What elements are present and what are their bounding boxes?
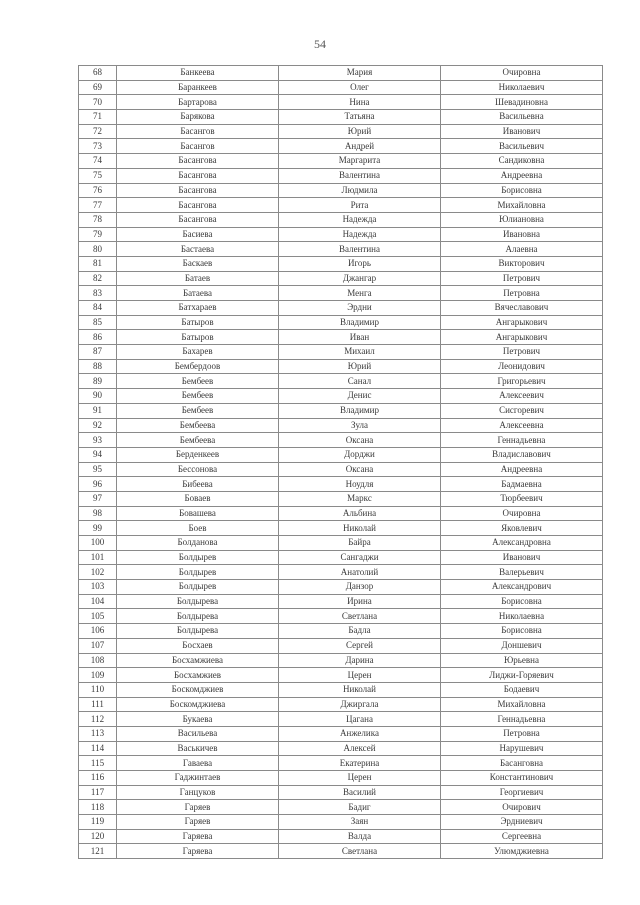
- first-name-cell: Людмила: [279, 183, 441, 198]
- roster-body: [79, 66, 603, 859]
- row-number-cell: 99: [79, 521, 117, 536]
- table-row: [79, 256, 603, 271]
- row-number-cell: 117: [79, 785, 117, 800]
- patronymic-cell: Владиславович: [441, 447, 603, 462]
- patronymic-cell: Улюмджиевна: [441, 844, 603, 859]
- patronymic-cell: Валерьевич: [441, 565, 603, 580]
- patronymic-cell: Алаевна: [441, 242, 603, 257]
- last-name-cell: Батыров: [117, 315, 279, 330]
- row-number-cell: 84: [79, 301, 117, 316]
- patronymic-cell: Лиджи-Горяевич: [441, 668, 603, 683]
- table-row: [79, 491, 603, 506]
- row-number-cell: 91: [79, 403, 117, 418]
- table-row: [79, 286, 603, 301]
- table-row: [79, 594, 603, 609]
- first-name-cell: Светлана: [279, 609, 441, 624]
- first-name-cell: Менга: [279, 286, 441, 301]
- last-name-cell: Бастаева: [117, 242, 279, 257]
- last-name-cell: Басангова: [117, 212, 279, 227]
- table-row: [79, 638, 603, 653]
- patronymic-cell: Шевадиновна: [441, 95, 603, 110]
- row-number-cell: 97: [79, 491, 117, 506]
- patronymic-cell: Борисовна: [441, 624, 603, 639]
- first-name-cell: Екатерина: [279, 756, 441, 771]
- patronymic-cell: Александрович: [441, 580, 603, 595]
- table-row: [79, 565, 603, 580]
- table-row: [79, 682, 603, 697]
- row-number-cell: 87: [79, 345, 117, 360]
- row-number-cell: 75: [79, 168, 117, 183]
- last-name-cell: Батыров: [117, 330, 279, 345]
- row-number-cell: 74: [79, 154, 117, 169]
- last-name-cell: Барякова: [117, 110, 279, 125]
- table-row: [79, 139, 603, 154]
- first-name-cell: Эрдни: [279, 301, 441, 316]
- row-number-cell: 105: [79, 609, 117, 624]
- last-name-cell: Басангова: [117, 168, 279, 183]
- row-number-cell: 73: [79, 139, 117, 154]
- first-name-cell: Николай: [279, 682, 441, 697]
- page-number: 54: [314, 37, 326, 51]
- row-number-cell: 119: [79, 815, 117, 830]
- last-name-cell: Гаряева: [117, 829, 279, 844]
- patronymic-cell: Борисовна: [441, 594, 603, 609]
- patronymic-cell: Сисгоревич: [441, 403, 603, 418]
- patronymic-cell: Викторович: [441, 256, 603, 271]
- table-row: [79, 771, 603, 786]
- first-name-cell: Анжелика: [279, 726, 441, 741]
- table-row: [79, 124, 603, 139]
- table-row: [79, 668, 603, 683]
- last-name-cell: Банкеева: [117, 66, 279, 81]
- first-name-cell: Байра: [279, 536, 441, 551]
- last-name-cell: Бембеева: [117, 433, 279, 448]
- last-name-cell: Бессонова: [117, 462, 279, 477]
- table-row: [79, 550, 603, 565]
- patronymic-cell: Очировна: [441, 506, 603, 521]
- table-row: [79, 359, 603, 374]
- table-row: [79, 521, 603, 536]
- row-number-cell: 69: [79, 80, 117, 95]
- first-name-cell: Анатолий: [279, 565, 441, 580]
- table-row: [79, 609, 603, 624]
- row-number-cell: 106: [79, 624, 117, 639]
- patronymic-cell: Ангарыкович: [441, 330, 603, 345]
- patronymic-cell: Сандиковна: [441, 154, 603, 169]
- row-number-cell: 77: [79, 198, 117, 213]
- patronymic-cell: Михайловна: [441, 697, 603, 712]
- patronymic-cell: Геннадьевна: [441, 433, 603, 448]
- row-number-cell: 94: [79, 447, 117, 462]
- first-name-cell: Денис: [279, 389, 441, 404]
- last-name-cell: Баранкеев: [117, 80, 279, 95]
- last-name-cell: Болдырева: [117, 594, 279, 609]
- patronymic-cell: Васильевич: [441, 139, 603, 154]
- patronymic-cell: Васильевна: [441, 110, 603, 125]
- table-row: [79, 785, 603, 800]
- first-name-cell: Татьяна: [279, 110, 441, 125]
- row-number-cell: 82: [79, 271, 117, 286]
- row-number-cell: 85: [79, 315, 117, 330]
- first-name-cell: Церен: [279, 771, 441, 786]
- row-number-cell: 76: [79, 183, 117, 198]
- patronymic-cell: Петрович: [441, 271, 603, 286]
- table-row: [79, 580, 603, 595]
- patronymic-cell: Очирович: [441, 800, 603, 815]
- last-name-cell: Боев: [117, 521, 279, 536]
- row-number-cell: 95: [79, 462, 117, 477]
- table-row: [79, 315, 603, 330]
- last-name-cell: Басангов: [117, 139, 279, 154]
- patronymic-cell: Петровна: [441, 726, 603, 741]
- first-name-cell: Рита: [279, 198, 441, 213]
- last-name-cell: Гаряева: [117, 844, 279, 859]
- row-number-cell: 98: [79, 506, 117, 521]
- row-number-cell: 102: [79, 565, 117, 580]
- table-row: [79, 815, 603, 830]
- last-name-cell: Басангов: [117, 124, 279, 139]
- table-row: [79, 477, 603, 492]
- table-row: [79, 741, 603, 756]
- first-name-cell: Ирина: [279, 594, 441, 609]
- last-name-cell: Бембеев: [117, 403, 279, 418]
- table-row: [79, 168, 603, 183]
- row-number-cell: 107: [79, 638, 117, 653]
- table-row: [79, 800, 603, 815]
- row-number-cell: 80: [79, 242, 117, 257]
- row-number-cell: 116: [79, 771, 117, 786]
- last-name-cell: Батхараев: [117, 301, 279, 316]
- first-name-cell: Игорь: [279, 256, 441, 271]
- row-number-cell: 120: [79, 829, 117, 844]
- table-row: [79, 433, 603, 448]
- table-row: [79, 844, 603, 859]
- patronymic-cell: Бодаевич: [441, 682, 603, 697]
- first-name-cell: Мария: [279, 66, 441, 81]
- table-row: [79, 829, 603, 844]
- last-name-cell: Баскаев: [117, 256, 279, 271]
- first-name-cell: Оксана: [279, 462, 441, 477]
- first-name-cell: Светлана: [279, 844, 441, 859]
- last-name-cell: Бембердоов: [117, 359, 279, 374]
- table-row: [79, 95, 603, 110]
- row-number-cell: 90: [79, 389, 117, 404]
- row-number-cell: 72: [79, 124, 117, 139]
- row-number-cell: 101: [79, 550, 117, 565]
- first-name-cell: Оксана: [279, 433, 441, 448]
- last-name-cell: Болдырев: [117, 565, 279, 580]
- table-row: [79, 536, 603, 551]
- row-number-cell: 108: [79, 653, 117, 668]
- table-row: [79, 183, 603, 198]
- first-name-cell: Бадиг: [279, 800, 441, 815]
- row-number-cell: 93: [79, 433, 117, 448]
- first-name-cell: Иван: [279, 330, 441, 345]
- patronymic-cell: Николаевич: [441, 80, 603, 95]
- patronymic-cell: Иванович: [441, 124, 603, 139]
- last-name-cell: Болдырев: [117, 580, 279, 595]
- first-name-cell: Валентина: [279, 242, 441, 257]
- first-name-cell: Сангаджи: [279, 550, 441, 565]
- patronymic-cell: Николаевна: [441, 609, 603, 624]
- table-row: [79, 198, 603, 213]
- patronymic-cell: Бадмаевна: [441, 477, 603, 492]
- first-name-cell: Алексей: [279, 741, 441, 756]
- table-row: [79, 154, 603, 169]
- row-number-cell: 68: [79, 66, 117, 81]
- patronymic-cell: Андреевна: [441, 168, 603, 183]
- table-row: [79, 506, 603, 521]
- first-name-cell: Юрий: [279, 124, 441, 139]
- table-row: [79, 697, 603, 712]
- last-name-cell: Басангова: [117, 154, 279, 169]
- table-row: [79, 301, 603, 316]
- row-number-cell: 100: [79, 536, 117, 551]
- patronymic-cell: Георгиевич: [441, 785, 603, 800]
- row-number-cell: 104: [79, 594, 117, 609]
- table-row: [79, 418, 603, 433]
- row-number-cell: 92: [79, 418, 117, 433]
- row-number-cell: 113: [79, 726, 117, 741]
- table-row: [79, 271, 603, 286]
- row-number-cell: 110: [79, 682, 117, 697]
- table-row: [79, 389, 603, 404]
- last-name-cell: Гаряев: [117, 815, 279, 830]
- first-name-cell: Михаил: [279, 345, 441, 360]
- first-name-cell: Зула: [279, 418, 441, 433]
- first-name-cell: Маргарита: [279, 154, 441, 169]
- first-name-cell: Данзор: [279, 580, 441, 595]
- first-name-cell: Ноудля: [279, 477, 441, 492]
- patronymic-cell: Михайловна: [441, 198, 603, 213]
- last-name-cell: Гаваева: [117, 756, 279, 771]
- last-name-cell: Бартарова: [117, 95, 279, 110]
- last-name-cell: Басангова: [117, 198, 279, 213]
- last-name-cell: Гаджинтаев: [117, 771, 279, 786]
- patronymic-cell: Ангарыкович: [441, 315, 603, 330]
- first-name-cell: Владимир: [279, 315, 441, 330]
- first-name-cell: Джиргала: [279, 697, 441, 712]
- row-number-cell: 103: [79, 580, 117, 595]
- row-number-cell: 83: [79, 286, 117, 301]
- first-name-cell: Валда: [279, 829, 441, 844]
- table-row: [79, 345, 603, 360]
- first-name-cell: Альбина: [279, 506, 441, 521]
- first-name-cell: Надежда: [279, 212, 441, 227]
- patronymic-cell: Очировна: [441, 66, 603, 81]
- patronymic-cell: Петрович: [441, 345, 603, 360]
- table-row: [79, 330, 603, 345]
- table-row: [79, 212, 603, 227]
- first-name-cell: Валентина: [279, 168, 441, 183]
- table-row: [79, 66, 603, 81]
- last-name-cell: Бембеев: [117, 374, 279, 389]
- patronymic-cell: Андреевна: [441, 462, 603, 477]
- patronymic-cell: Алексеевич: [441, 389, 603, 404]
- patronymic-cell: Геннадьевна: [441, 712, 603, 727]
- table-row: [79, 624, 603, 639]
- last-name-cell: Бибеева: [117, 477, 279, 492]
- last-name-cell: Бембеев: [117, 389, 279, 404]
- first-name-cell: Дарина: [279, 653, 441, 668]
- patronymic-cell: Леонидович: [441, 359, 603, 374]
- last-name-cell: Берденкеев: [117, 447, 279, 462]
- last-name-cell: Болдырева: [117, 624, 279, 639]
- first-name-cell: Нина: [279, 95, 441, 110]
- last-name-cell: Гаряев: [117, 800, 279, 815]
- patronymic-cell: Басанговна: [441, 756, 603, 771]
- row-number-cell: 112: [79, 712, 117, 727]
- patronymic-cell: Тюрбеевич: [441, 491, 603, 506]
- row-number-cell: 81: [79, 256, 117, 271]
- patronymic-cell: Вячеславович: [441, 301, 603, 316]
- row-number-cell: 86: [79, 330, 117, 345]
- last-name-cell: Васильева: [117, 726, 279, 741]
- row-number-cell: 70: [79, 95, 117, 110]
- first-name-cell: Андрей: [279, 139, 441, 154]
- last-name-cell: Бахарев: [117, 345, 279, 360]
- row-number-cell: 121: [79, 844, 117, 859]
- patronymic-cell: Яковлевич: [441, 521, 603, 536]
- last-name-cell: Боскомджиева: [117, 697, 279, 712]
- patronymic-cell: Григорьевич: [441, 374, 603, 389]
- row-number-cell: 118: [79, 800, 117, 815]
- patronymic-cell: Петровна: [441, 286, 603, 301]
- patronymic-cell: Александровна: [441, 536, 603, 551]
- first-name-cell: Юрий: [279, 359, 441, 374]
- last-name-cell: Букаева: [117, 712, 279, 727]
- patronymic-cell: Сергеевна: [441, 829, 603, 844]
- row-number-cell: 71: [79, 110, 117, 125]
- table-row: [79, 756, 603, 771]
- last-name-cell: Ганцуков: [117, 785, 279, 800]
- row-number-cell: 88: [79, 359, 117, 374]
- row-number-cell: 115: [79, 756, 117, 771]
- roster-table: [78, 65, 603, 859]
- last-name-cell: Босхамжиева: [117, 653, 279, 668]
- last-name-cell: Босхамжиев: [117, 668, 279, 683]
- row-number-cell: 109: [79, 668, 117, 683]
- first-name-cell: Бадла: [279, 624, 441, 639]
- patronymic-cell: Нарушевич: [441, 741, 603, 756]
- last-name-cell: Болдырев: [117, 550, 279, 565]
- first-name-cell: Санал: [279, 374, 441, 389]
- row-number-cell: 114: [79, 741, 117, 756]
- last-name-cell: Бембеева: [117, 418, 279, 433]
- patronymic-cell: Юрьевна: [441, 653, 603, 668]
- row-number-cell: 111: [79, 697, 117, 712]
- table-row: [79, 242, 603, 257]
- first-name-cell: Джангар: [279, 271, 441, 286]
- first-name-cell: Маркс: [279, 491, 441, 506]
- first-name-cell: Сергей: [279, 638, 441, 653]
- last-name-cell: Босхаев: [117, 638, 279, 653]
- table-row: [79, 653, 603, 668]
- patronymic-cell: Иванович: [441, 550, 603, 565]
- first-name-cell: Владимир: [279, 403, 441, 418]
- table-row: [79, 374, 603, 389]
- table-row: [79, 110, 603, 125]
- patronymic-cell: Алексеевна: [441, 418, 603, 433]
- table-row: [79, 447, 603, 462]
- first-name-cell: Надежда: [279, 227, 441, 242]
- first-name-cell: Церен: [279, 668, 441, 683]
- table-row: [79, 227, 603, 242]
- table-row: [79, 726, 603, 741]
- patronymic-cell: Константинович: [441, 771, 603, 786]
- patronymic-cell: Доншевич: [441, 638, 603, 653]
- table-row: [79, 462, 603, 477]
- last-name-cell: Басиева: [117, 227, 279, 242]
- patronymic-cell: Ивановна: [441, 227, 603, 242]
- last-name-cell: Батаев: [117, 271, 279, 286]
- first-name-cell: Заян: [279, 815, 441, 830]
- row-number-cell: 89: [79, 374, 117, 389]
- first-name-cell: Олег: [279, 80, 441, 95]
- patronymic-cell: Борисовна: [441, 183, 603, 198]
- row-number-cell: 78: [79, 212, 117, 227]
- last-name-cell: Болданова: [117, 536, 279, 551]
- last-name-cell: Батаева: [117, 286, 279, 301]
- last-name-cell: Болдырева: [117, 609, 279, 624]
- last-name-cell: Басангова: [117, 183, 279, 198]
- table-row: [79, 403, 603, 418]
- first-name-cell: Дорджи: [279, 447, 441, 462]
- last-name-cell: Бовашева: [117, 506, 279, 521]
- patronymic-cell: Эрдниевич: [441, 815, 603, 830]
- last-name-cell: Васькичев: [117, 741, 279, 756]
- row-number-cell: 96: [79, 477, 117, 492]
- last-name-cell: Боваев: [117, 491, 279, 506]
- table-row: [79, 712, 603, 727]
- first-name-cell: Николай: [279, 521, 441, 536]
- table-row: [79, 80, 603, 95]
- first-name-cell: Цагана: [279, 712, 441, 727]
- patronymic-cell: Юлиановна: [441, 212, 603, 227]
- first-name-cell: Василий: [279, 785, 441, 800]
- row-number-cell: 79: [79, 227, 117, 242]
- last-name-cell: Боскомджиев: [117, 682, 279, 697]
